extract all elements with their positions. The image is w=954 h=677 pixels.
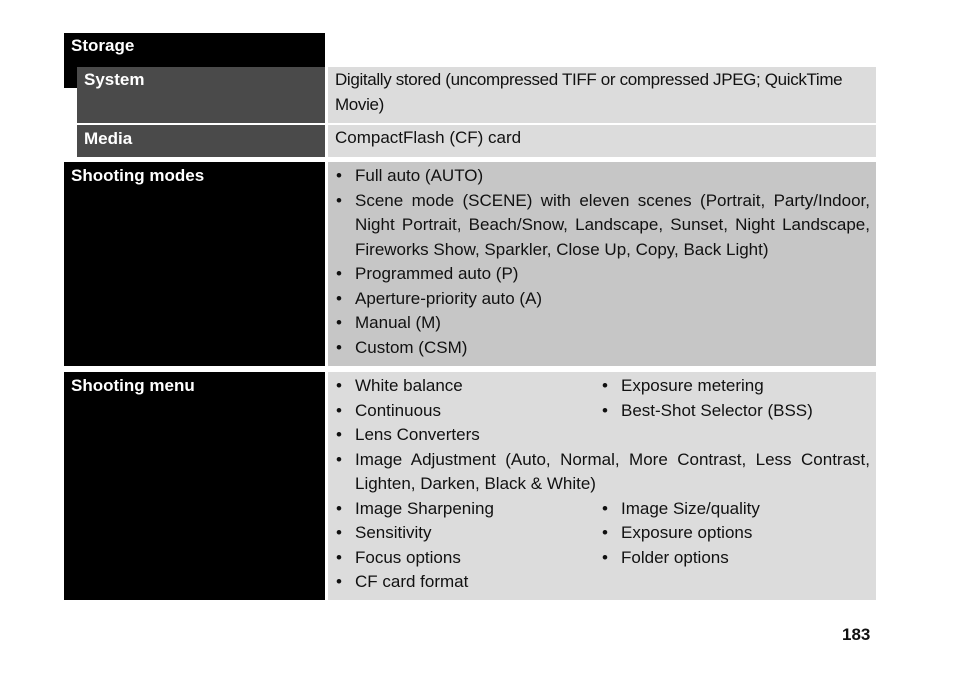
shooting-menu-item: • Image Adjustment (Auto, Normal, More Contrast, Less Contrast, Lighten, Darken, Black & White) [335, 448, 870, 497]
shooting-menu-item: Image Sharpening [355, 498, 494, 518]
shooting-modes-cell [328, 162, 876, 366]
shooting-mode-item: • Aperture-priority auto (A) [335, 287, 870, 312]
system-value-cell [328, 67, 876, 123]
shooting-menu-item-row [335, 399, 870, 424]
shooting-modes-label-cell [64, 162, 325, 366]
shooting-menu-cell [328, 372, 876, 600]
shooting-menu-item: • Image Size/quality [602, 498, 760, 518]
shooting-menu-item-row [335, 497, 870, 522]
shooting-menu-list [335, 374, 870, 595]
page-number: 183 [842, 625, 871, 644]
shooting-menu-item-row [335, 521, 870, 546]
shooting-mode-item: • Full auto (AUTO) [335, 164, 870, 189]
shooting-menu-item: Sensitivity [355, 523, 432, 542]
shooting-menu-item: • Folder options [602, 547, 729, 567]
shooting-menu-item: Focus options [355, 547, 461, 567]
media-label: Media [84, 129, 133, 148]
shooting-menu-item-row [335, 374, 870, 399]
shooting-modes-list [335, 164, 870, 360]
shooting-mode-item: • Programmed auto (P) [335, 262, 870, 287]
shooting-menu-item: • CF card format [335, 570, 870, 595]
media-value: CompactFlash (CF) card [335, 128, 522, 147]
shooting-menu-item: • Exposure options [602, 523, 753, 542]
storage-label: Storage [71, 36, 135, 55]
media-value-cell [328, 125, 876, 157]
system-value: Digitally stored (uncompressed TIFF or compressed JPEG; QuickTime Movie) [335, 70, 843, 114]
shooting-modes-label: Shooting modes [71, 166, 205, 185]
shooting-menu-item: • Best-Shot Selector (BSS) [602, 400, 813, 420]
shooting-mode-item: • Custom (CSM) [335, 336, 870, 361]
shooting-menu-item: Continuous [355, 400, 442, 420]
shooting-mode-item: • Scene mode (SCENE) with eleven scenes (Portrait, Party/Indoor, Night Portrait, Beach/Snow, Landscape, Sunset, Night Landscape, Fireworks Show, Sparkler, Close Up, Copy, Back Light) [335, 189, 870, 263]
shooting-menu-label: Shooting menu [71, 376, 195, 395]
system-label: System [84, 70, 145, 89]
shooting-menu-item: • Lens Converters [335, 423, 870, 448]
shooting-menu-item: • Exposure metering [602, 376, 764, 395]
shooting-menu-label-cell [64, 372, 325, 600]
shooting-mode-item: • Manual (M) [335, 311, 870, 336]
shooting-menu-item: White balance [355, 376, 463, 395]
shooting-menu-item-row [335, 546, 870, 571]
